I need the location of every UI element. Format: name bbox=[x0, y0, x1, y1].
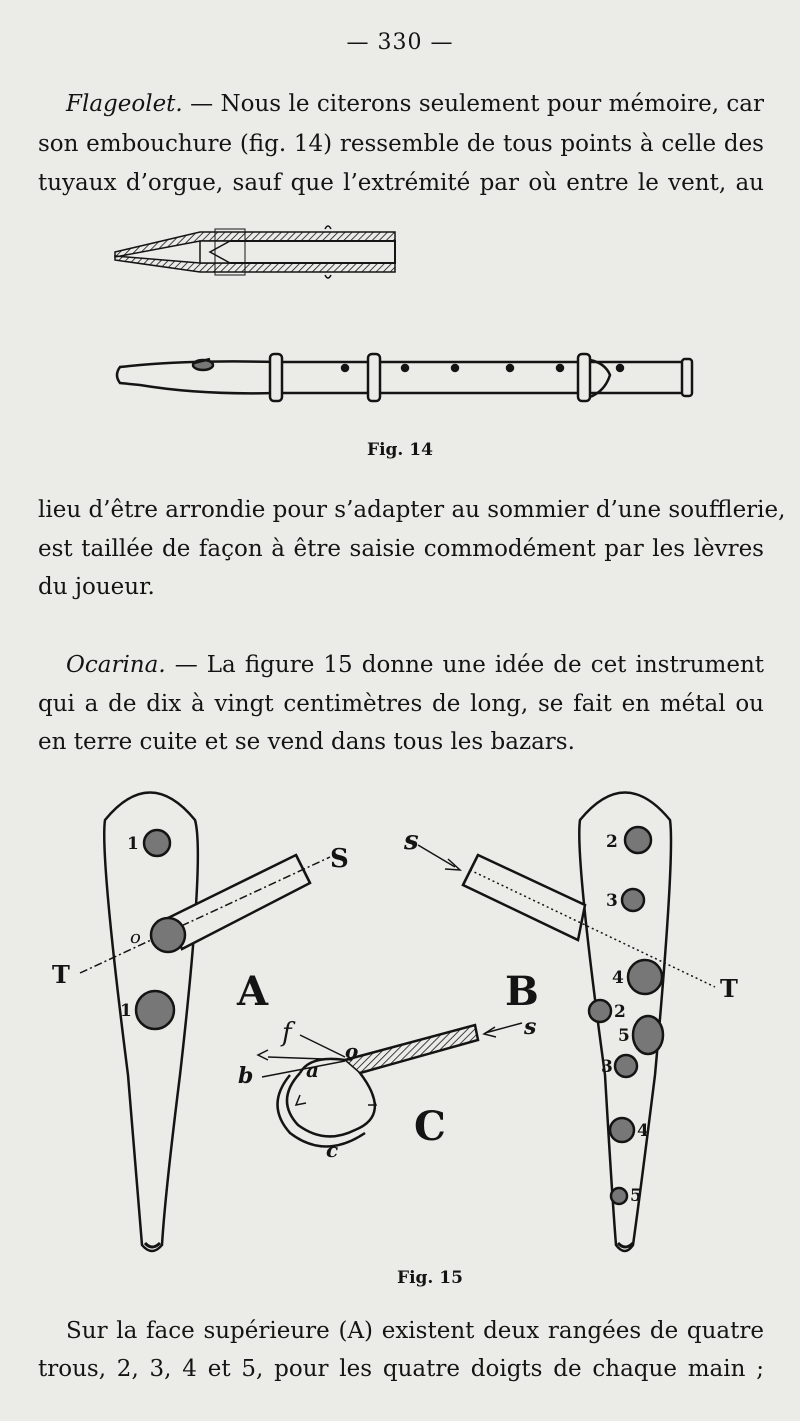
ocarina-section-C bbox=[238, 1014, 536, 1162]
hole-label-4-bottom: 4 bbox=[637, 1121, 649, 1141]
hole-label-4-top: 4 bbox=[612, 968, 624, 988]
figure-15-drawing bbox=[0, 775, 800, 1265]
ocarina-line-3: en terre cuite et se vend dans tous les bazars. bbox=[38, 729, 575, 755]
hole-label-5-top: 5 bbox=[618, 1026, 630, 1046]
hole-label-5-bottom: 5 bbox=[630, 1186, 642, 1206]
continuation-line-2: est taillée de façon à être saisie commodément par les lèvres bbox=[38, 536, 764, 562]
label-a: a bbox=[306, 1058, 319, 1082]
hole-label-3-top: 3 bbox=[606, 891, 618, 911]
label-T-left: T bbox=[52, 960, 70, 989]
final-line-1: Sur la face supérieure (A) existent deux rangées de quatre bbox=[66, 1318, 764, 1344]
flageolet-line-1-text: — Nous le citerons seulement pour mémoire, car bbox=[182, 91, 764, 117]
ocarina-heading: Ocarina. bbox=[66, 652, 166, 678]
hole-icon bbox=[625, 827, 651, 853]
flageolet-line-2: son embouchure (fig. 14) ressemble de tous points à celle des bbox=[38, 131, 764, 157]
ocarina-line-1-text: — La figure 15 donne une idée de cet instrument bbox=[165, 652, 764, 678]
hole-label-2-top: 2 bbox=[606, 832, 618, 852]
label-f: f bbox=[282, 1018, 292, 1048]
hole-icon bbox=[144, 830, 170, 856]
flageolet-line-3: tuyaux d’orgue, sauf que l’extrémité par où entre le vent, au bbox=[38, 170, 764, 196]
figure-14-caption: Fig. 14 bbox=[367, 440, 433, 460]
hole-label-3-bottom: 3 bbox=[601, 1057, 613, 1077]
label-S: S bbox=[330, 844, 349, 874]
continuation-line-3: du joueur. bbox=[38, 574, 155, 600]
hole-icon bbox=[589, 1000, 611, 1022]
hole-icon bbox=[611, 1188, 627, 1204]
label-o-A: o bbox=[130, 927, 141, 948]
label-C: C bbox=[414, 1103, 446, 1150]
label-T-right: T bbox=[720, 974, 738, 1003]
figure-14-drawing bbox=[100, 215, 710, 415]
ocarina-view-B bbox=[403, 793, 738, 1252]
hole-label-1a: 1 bbox=[127, 834, 139, 854]
flageolet-heading: Flageolet. bbox=[66, 91, 183, 117]
final-line-2: trous, 2, 3, 4 et 5, pour les quatre doigts de chaque main ; bbox=[38, 1356, 764, 1382]
flageolet-line-1 bbox=[66, 85, 764, 123]
hole-icon bbox=[633, 1016, 663, 1054]
label-s-right: s bbox=[404, 826, 419, 856]
hole-icon bbox=[151, 918, 185, 952]
flageolet-instrument bbox=[117, 354, 692, 401]
hole-label-2-bottom: 2 bbox=[614, 1002, 626, 1022]
hole-icon bbox=[628, 960, 662, 994]
hole-icon bbox=[136, 991, 174, 1029]
label-A: A bbox=[237, 968, 269, 1015]
label-b: b bbox=[238, 1063, 254, 1089]
hole-label-1b: 1 bbox=[120, 1001, 132, 1021]
hole-icon bbox=[622, 889, 644, 911]
label-B: B bbox=[505, 968, 539, 1015]
ocarina-line-1 bbox=[66, 646, 764, 684]
hole-icon bbox=[610, 1118, 634, 1142]
ocarina-view-A bbox=[52, 793, 349, 1252]
flageolet-mouthpiece-section bbox=[115, 226, 395, 278]
label-s-C: s bbox=[524, 1014, 537, 1040]
page-number: — 330 — bbox=[346, 30, 454, 55]
figure-15-caption: Fig. 15 bbox=[397, 1268, 463, 1288]
label-c: c bbox=[326, 1138, 339, 1162]
continuation-line-1: lieu d’être arrondie pour s’adapter au sommier d’une soufflerie, bbox=[38, 497, 786, 523]
ocarina-line-2: qui a de dix à vingt centimètres de long, se fait en métal ou bbox=[38, 691, 764, 717]
label-o-C: o bbox=[345, 1039, 359, 1063]
hole-icon bbox=[615, 1055, 637, 1077]
